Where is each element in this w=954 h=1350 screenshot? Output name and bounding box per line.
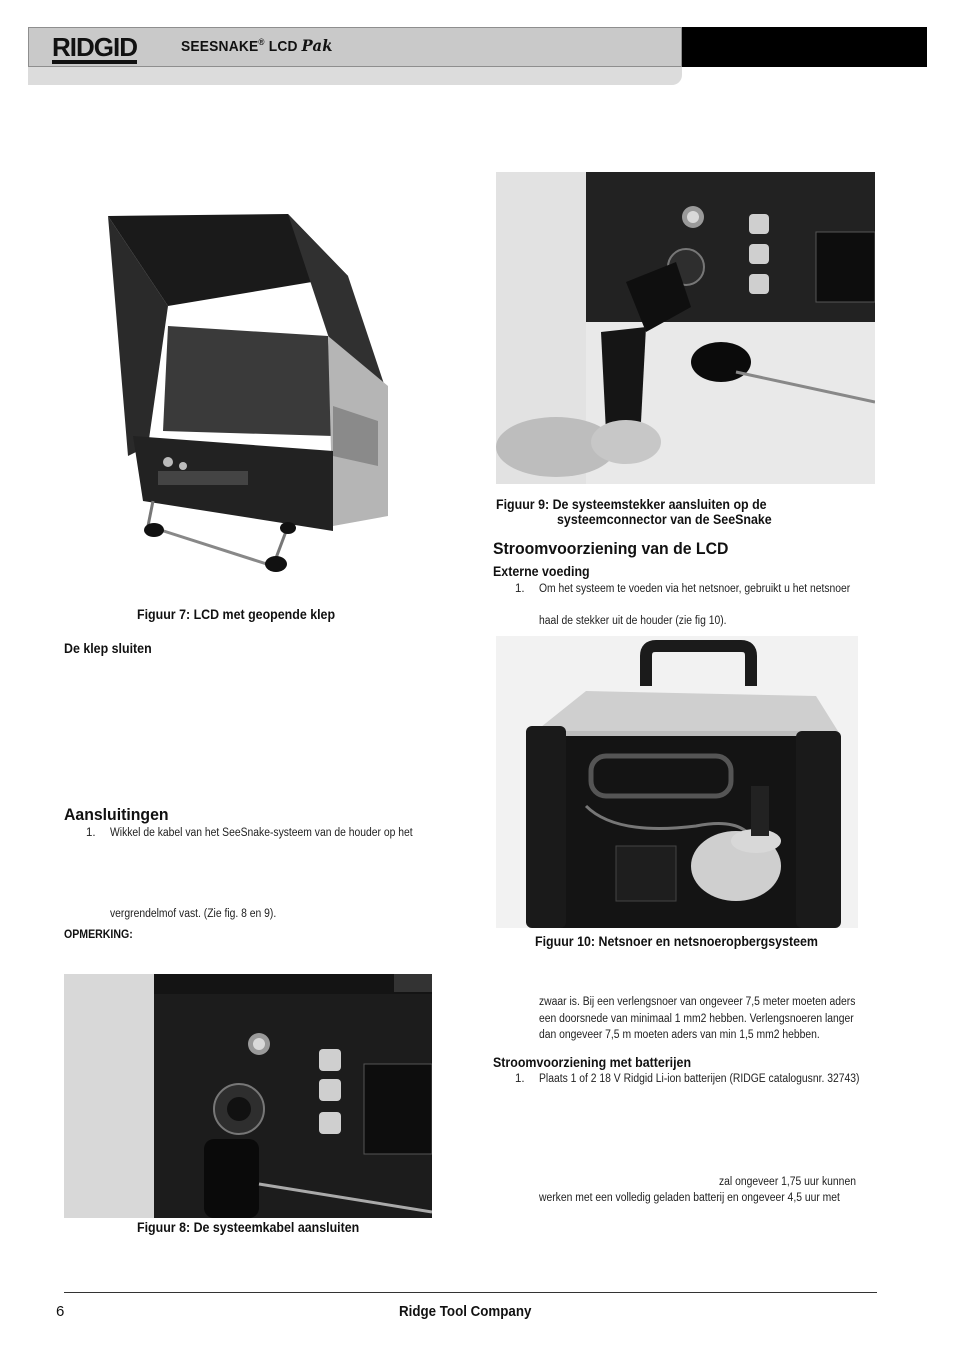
figure7-caption: Figuur 7: LCD met geopende klep [137, 607, 336, 622]
page-number: 6 [56, 1303, 65, 1320]
footer-divider [64, 1292, 877, 1293]
figure9-photo [496, 172, 875, 484]
ext-note-line3: dan ongeveer 7,5 m moeten aders van min 1,5 mm2 hebben. [539, 1029, 820, 1041]
power-cord-storage-image [496, 636, 858, 928]
lcd-monitor-image [88, 196, 418, 581]
ridgid-logo: RIDGID [52, 32, 137, 62]
figure8-caption: Figuur 8: De systeemkabel aansluiten [137, 1220, 360, 1235]
step1-text-line1: Wikkel de kabel van het SeeSnake-systeem van de houder op het [110, 827, 413, 839]
ext-note-line2: een doorsnede van minimaal 1 mm2 hebben. Verlengsnoeren langer [539, 1013, 854, 1025]
note-label: OPMERKING: [64, 929, 133, 941]
ext-step1-line1: Om het systeem te voeden via het netsnoer, gebruikt u het netsnoer [539, 583, 851, 595]
figure7-photo [88, 196, 418, 581]
step1-text-line2: vergrendelmof vast. (Zie fig. 8 en 9). [110, 908, 277, 920]
bat-line3: werken met een volledig geladen batterij en ongeveer 4,5 uur met [539, 1192, 840, 1204]
system-cable-connector-image [64, 974, 432, 1218]
ext-step1-number: 1. [515, 583, 525, 595]
connections-heading: Aansluitingen [64, 805, 169, 824]
figure8-photo [64, 974, 432, 1218]
figure10-caption: Figuur 10: Netsnoer en netsnoeropbergsysteem [535, 934, 818, 949]
footer-company: Ridge Tool Company [399, 1304, 532, 1320]
product-title: SEESNAKE® LCD Pak [181, 36, 333, 55]
figure9-caption-line2: systeemconnector van de SeeSnake [557, 512, 772, 527]
ext-note-line1: zwaar is. Bij een verlengsnoer van ongeveer 7,5 meter moeten aders [539, 996, 856, 1008]
step1-number: 1. [86, 827, 96, 839]
external-power-heading: Externe voeding [493, 564, 590, 579]
header-black-block [682, 27, 927, 67]
ext-step1-line2: haal de stekker uit de houder (zie fig 10). [539, 615, 727, 627]
close-lid-heading: De klep sluiten [64, 641, 152, 656]
figure10-photo [496, 636, 858, 928]
bat-step1-number: 1. [515, 1073, 525, 1085]
bat-step1-line1: Plaats 1 of 2 18 V Ridgid Li-ion batterijen (RIDGE catalogusnr. 32743) [539, 1073, 860, 1085]
battery-heading: Stroomvoorziening met batterijen [493, 1055, 692, 1070]
lcd-power-heading: Stroomvoorziening van de LCD [493, 539, 729, 558]
figure9-caption-line1: Figuur 9: De systeemstekker aansluiten op de [496, 497, 767, 512]
header-strip [28, 67, 682, 85]
system-plug-image [496, 172, 875, 484]
bat-line2: zal ongeveer 1,75 uur kunnen [719, 1176, 856, 1188]
